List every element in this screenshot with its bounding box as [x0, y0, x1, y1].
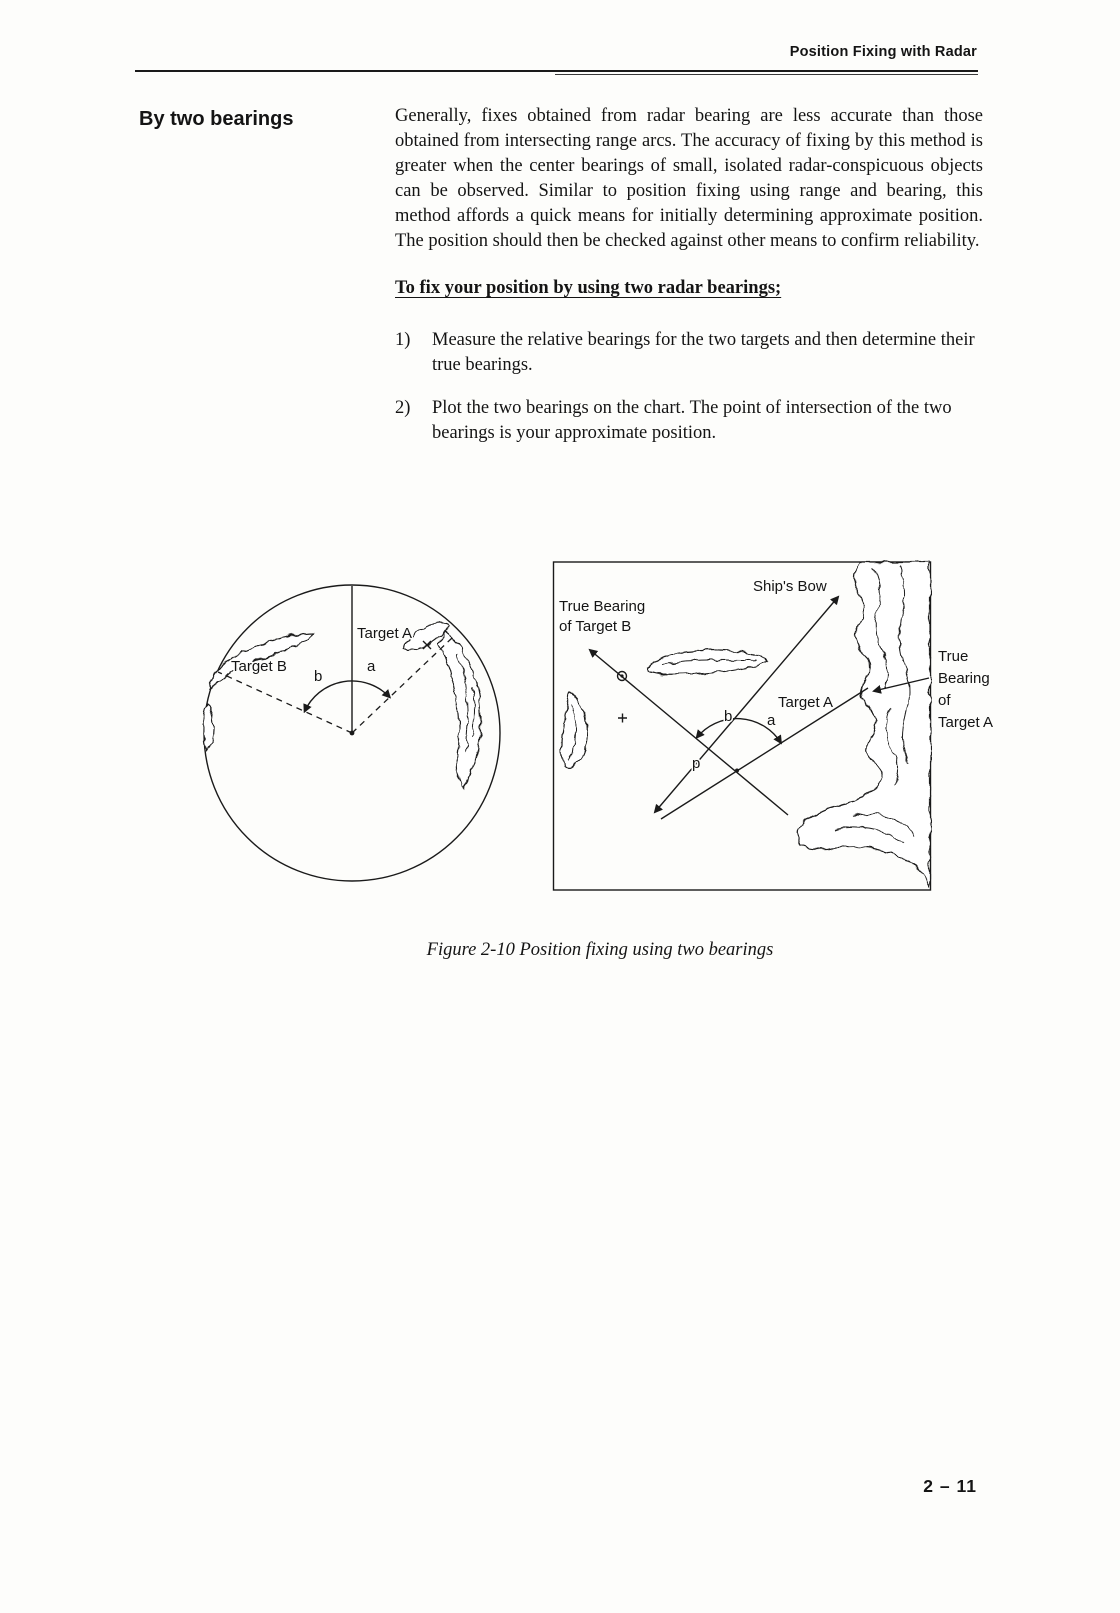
angle-a-label: a: [367, 658, 376, 675]
label-line: Bearing: [938, 670, 990, 687]
coast-path: [203, 703, 214, 751]
list-item-number: 1): [395, 330, 411, 350]
angle-a-label: a: [767, 712, 776, 729]
label-line: Target A: [938, 714, 994, 731]
bearing-angle-arc: [305, 681, 390, 711]
target-a-label: Target A: [357, 625, 413, 642]
bearing-line-target-a: [661, 688, 868, 819]
position-point: [735, 769, 739, 773]
figure-radar-scope: [195, 575, 515, 895]
target-b-symbol-dot: [620, 674, 623, 677]
list-item-text: Measure the relative bearings for the two targets and then determine their true bearings.: [432, 330, 975, 375]
body-paragraph: Generally, fixes obtained from radar bearing are less accurate than those obtained from intersecting range arcs. The accuracy of fixing by this method is greater when the center bearings of small, isolated radar-conspicuous objects can be observed. Similar to position fixing using range and bearing, this method affords a quick means for initially determining approximate position. The position should then be checked against other means to confirm reliability.: [395, 106, 983, 251]
true-bearing-b-label-line1: True Bearing: [559, 598, 646, 615]
label-line: of: [938, 692, 951, 709]
true-bearing-b-label-line2: of Target B: [559, 618, 632, 635]
section-heading: By two bearings: [139, 108, 294, 130]
procedure-heading: [395, 276, 983, 301]
bearing-line-target-b: [218, 672, 352, 733]
own-ship-dot: [350, 731, 355, 736]
target-b-label: Target B: [231, 658, 287, 675]
numbered-list: [395, 328, 983, 446]
coast-path: [797, 562, 930, 888]
list-item: [395, 328, 983, 378]
list-item: [395, 396, 983, 446]
list-item-text: Plot the two bearings on the chart. The point of intersection of the two bearings is your approximate position.: [432, 398, 952, 443]
true-bearing-a-label: [938, 646, 993, 734]
angle-b-label: b: [314, 668, 323, 685]
running-header: Position Fixing with Radar: [789, 44, 977, 60]
label-line: True: [938, 648, 969, 665]
scope-coastlines: [203, 622, 481, 787]
angle-b-label: b: [724, 708, 733, 725]
body-column: [395, 104, 983, 464]
list-item-number: 2): [395, 398, 411, 418]
header-rule: [135, 70, 978, 72]
procedure-heading-text: To fix your position by using two radar bearings;: [395, 278, 782, 298]
coast-path: [562, 692, 587, 767]
bearing-line-target-b: [590, 650, 788, 815]
target-a-label: Target A: [778, 694, 834, 711]
figure-chart-plot: [552, 560, 932, 892]
ships-bow-label: Ship's Bow: [753, 578, 827, 595]
chart-cross-mark: [618, 714, 627, 723]
header-rule-thin: [555, 74, 978, 75]
bearing-line-target-a: [352, 638, 452, 733]
page-number: 2 – 11: [923, 1476, 977, 1496]
coast-path: [647, 650, 766, 674]
point-p-label: p: [692, 755, 701, 772]
figure-caption: Figure 2-10 Position fixing using two bearings: [426, 940, 774, 960]
